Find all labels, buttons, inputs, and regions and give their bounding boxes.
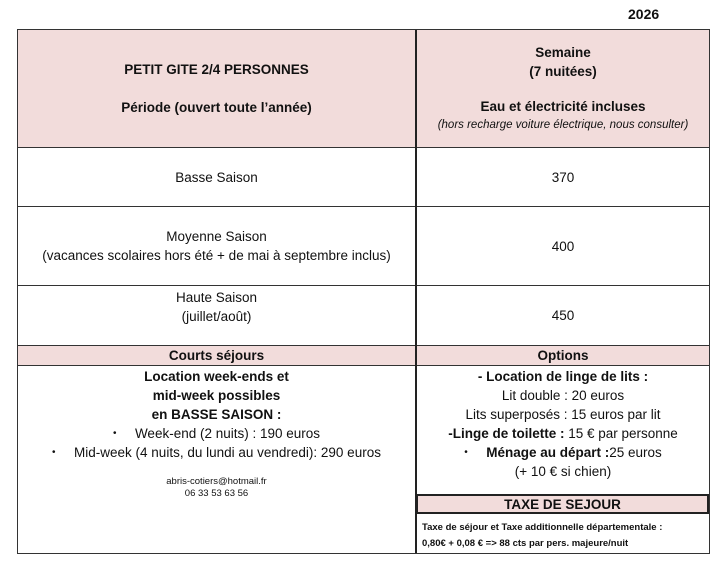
tourist-tax-line-2: 0,80€ + 0,08 € => 88 cts par pers. majeure/nuit bbox=[422, 538, 629, 549]
season-row-basse-name bbox=[18, 148, 415, 206]
year-label: 2026 bbox=[628, 6, 660, 22]
season-row-moyenne-name bbox=[18, 207, 415, 285]
tariff-table bbox=[17, 29, 710, 554]
bed-linen-title: - Location de linge de lits : bbox=[477, 369, 649, 384]
season-row-moyenne-price bbox=[417, 207, 709, 285]
tourist-tax-title: TAXE DE SEJOUR bbox=[504, 496, 621, 512]
header-left-cell bbox=[18, 30, 415, 147]
included-label: Eau et électricité incluses bbox=[480, 98, 646, 114]
list-item bbox=[52, 443, 381, 462]
tourist-tax-header bbox=[416, 494, 709, 514]
header-right-cell bbox=[417, 30, 709, 147]
options-header bbox=[417, 346, 709, 365]
season-name: Basse Saison bbox=[175, 169, 258, 185]
contact-phone[interactable]: 06 33 53 63 56 bbox=[184, 488, 249, 499]
list-item bbox=[113, 424, 320, 443]
season-name: Moyenne Saison bbox=[166, 229, 267, 244]
short-stay-intro-1: Location week-ends et bbox=[144, 369, 289, 384]
short-stay-intro-3: en BASSE SAISON : bbox=[151, 407, 282, 422]
nights-label: (7 nuitées) bbox=[529, 63, 597, 79]
contact-email[interactable]: abris-cotiers@hotmail.fr bbox=[166, 476, 267, 487]
period-label: Période (ouvert toute l’année) bbox=[121, 100, 312, 115]
column-divider bbox=[415, 30, 417, 553]
midweek-price: Mid-week (4 nuits, du lundi au vendredi): 290 euros bbox=[74, 445, 381, 460]
season-price: 450 bbox=[551, 308, 575, 323]
weekend-price: Week-end (2 nuits) : 190 euros bbox=[134, 426, 321, 441]
double-bed-price: Lit double : 20 euros bbox=[501, 388, 625, 403]
courts-sejours-content bbox=[18, 367, 415, 507]
cleaning-label: Ménage au départ : bbox=[486, 445, 610, 460]
tourist-tax-body bbox=[422, 520, 707, 552]
season-row-haute-name bbox=[18, 286, 415, 345]
bunk-bed-price: Lits superposés : 15 euros par lit bbox=[465, 407, 661, 422]
row-divider bbox=[18, 365, 709, 366]
season-row-haute-price bbox=[417, 286, 709, 345]
cleaning-price: 25 euros bbox=[609, 445, 662, 460]
tourist-tax-line-1: Taxe de séjour et Taxe additionnelle départementale : bbox=[422, 522, 663, 533]
season-detail: (juillet/août) bbox=[181, 309, 252, 324]
towel-label: -Linge de toilette : bbox=[448, 426, 565, 441]
week-label: Semaine bbox=[535, 44, 591, 60]
season-detail: (vacances scolaires hors été + de mai à septembre inclus) bbox=[42, 248, 391, 263]
courts-sejours-title: Courts séjours bbox=[168, 348, 265, 363]
dog-supplement: (+ 10 € si chien) bbox=[514, 464, 612, 479]
season-price: 370 bbox=[551, 169, 575, 185]
options-content bbox=[417, 367, 709, 492]
gite-title: PETIT GITE 2/4 PERSONNES bbox=[124, 62, 309, 77]
short-stay-intro-2: mid-week possibles bbox=[152, 388, 281, 403]
bullet-icon: • bbox=[52, 447, 56, 458]
bullet-icon: • bbox=[112, 428, 117, 439]
season-name: Haute Saison bbox=[175, 290, 258, 305]
cleaning-option bbox=[464, 443, 662, 462]
towel-price: 15 € par personne bbox=[564, 426, 678, 441]
bullet-icon: • bbox=[464, 447, 468, 458]
options-title: Options bbox=[537, 348, 589, 363]
charging-note: (hors recharge voiture électrique, nous consulter) bbox=[437, 118, 689, 131]
towel-option bbox=[448, 424, 678, 443]
courts-sejours-header bbox=[18, 346, 415, 365]
season-row-basse-price bbox=[417, 148, 709, 206]
season-price: 400 bbox=[551, 238, 575, 254]
